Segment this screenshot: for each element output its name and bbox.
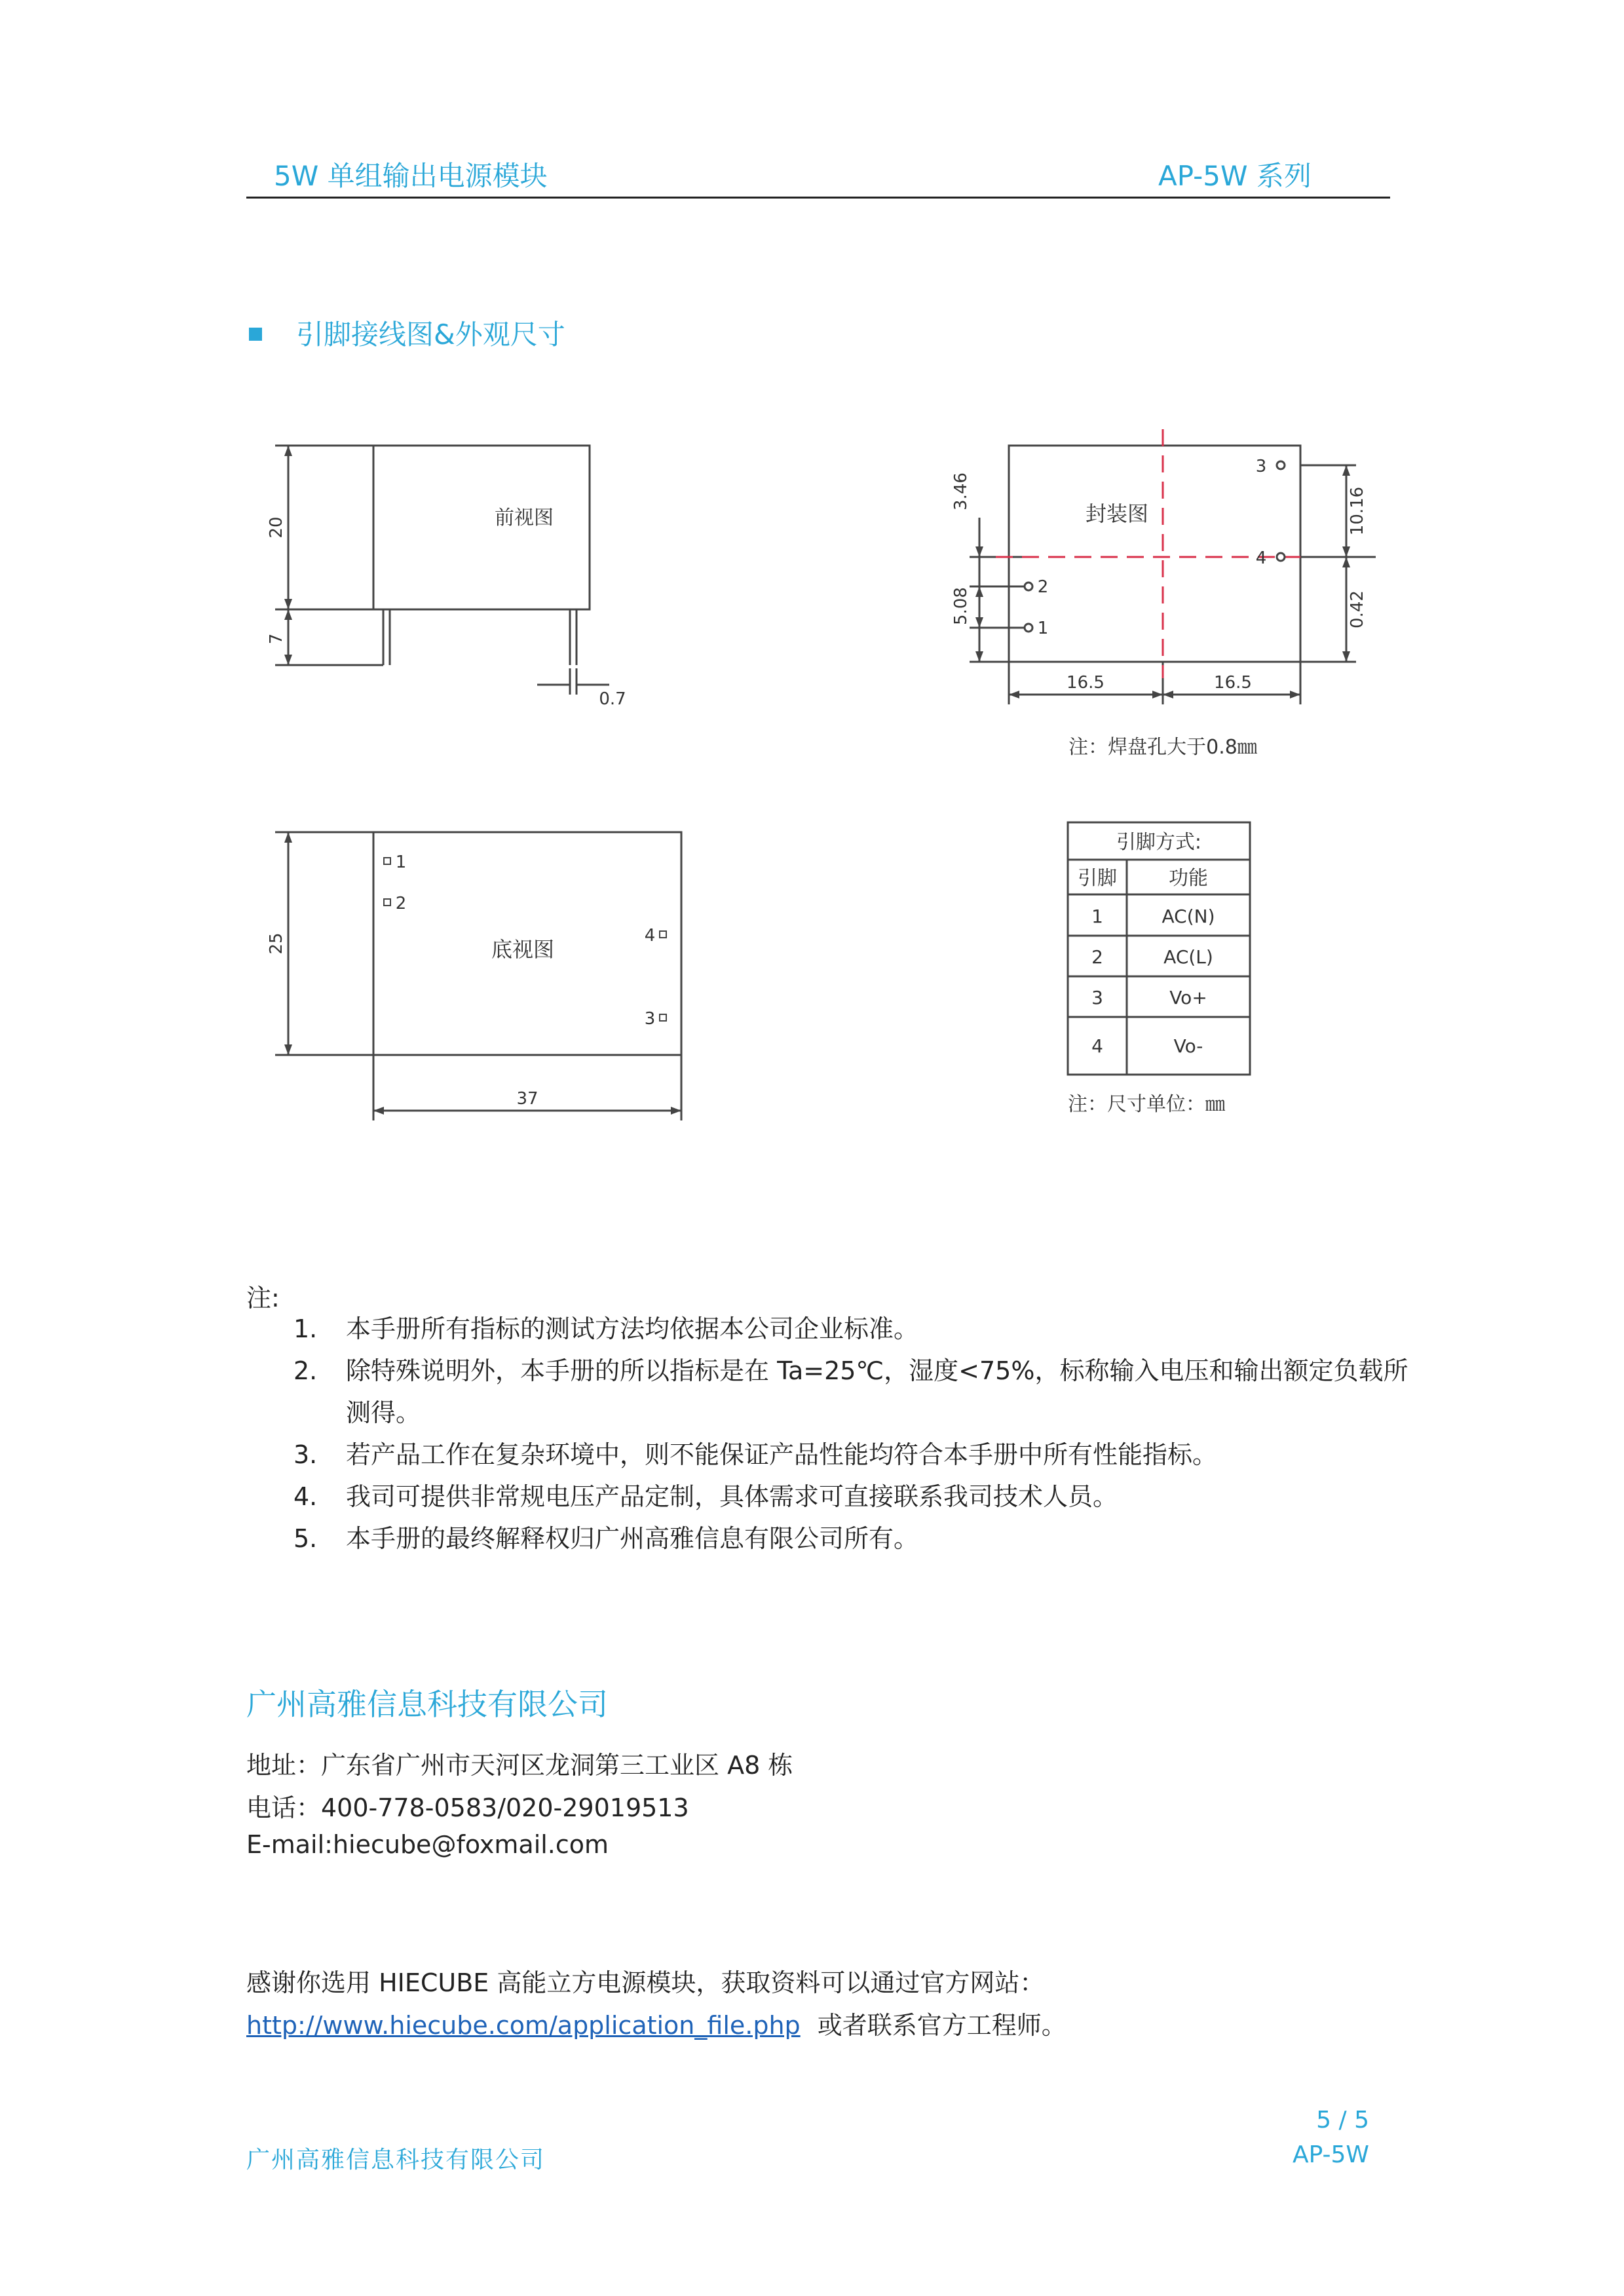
package-centerlines: [996, 429, 1300, 678]
package-pin-label-3: 3: [1255, 457, 1267, 476]
pin-table-cell: 2: [1091, 946, 1103, 968]
front-view-dim-pin-width: 0.7: [599, 689, 626, 709]
note-item-continued: [346, 1392, 421, 1434]
footer-company: 广州高雅信息科技有限公司: [246, 2147, 546, 2173]
package-view-label: 封装图: [1085, 501, 1149, 526]
front-view-body: [373, 446, 590, 609]
package-pin-label-1: 1: [1037, 619, 1049, 638]
package-pin-3: [1277, 461, 1285, 469]
bottom-dim-height: 25: [267, 932, 286, 955]
note-item: [293, 1350, 1408, 1392]
thanks-link-line: [246, 2005, 1067, 2041]
footer-page-number: 5 / 5: [1316, 2107, 1369, 2133]
bottom-pin-label-2: 2: [395, 894, 407, 913]
front-view-dim-height: 20: [267, 516, 286, 539]
package-dim-right-bottom: 0.42: [1348, 590, 1367, 628]
front-view-dim-pin: 7: [267, 633, 286, 645]
note-number: 3.: [293, 1440, 318, 1469]
note-text: 我司可提供非常规电压产品定制，具体需求可直接联系我司技术人员。: [346, 1482, 1118, 1511]
pin-table-note: 注：尺寸单位：㎜: [1068, 1093, 1225, 1116]
thanks-suffix: 或者联系官方工程师。: [817, 2011, 1067, 2040]
note-text: 本手册的最终解释权归广州高雅信息有限公司所有。: [346, 1524, 919, 1553]
note-text: 若产品工作在复杂环境中，则不能保证产品性能均符合本手册中所有性能指标。: [346, 1440, 1218, 1469]
pin-table-cell: AC(N): [1161, 906, 1215, 927]
package-dim-top: 3.46: [951, 472, 971, 510]
bottom-pin-label-1: 1: [395, 852, 407, 872]
pin-table-cell: AC(L): [1163, 946, 1213, 968]
package-pin-label-2: 2: [1037, 577, 1049, 597]
thanks-line: 感谢你选用 HIECUBE 高能立方电源模块，获取资料可以通过官方网站：: [246, 1968, 1045, 1997]
company-name: 广州高雅信息科技有限公司: [246, 1687, 608, 1722]
note-number: 5.: [293, 1524, 318, 1553]
package-pin-1: [1025, 624, 1032, 632]
package-dim-right-top: 10.16: [1348, 486, 1367, 536]
note-number: 2.: [293, 1356, 318, 1385]
note-text: 除特殊说明外，本手册的所以指标是在 Ta=25℃，湿度<75%，标称输入电压和输出额定负载所: [346, 1356, 1408, 1385]
pin-table-title: 引脚方式:: [1116, 831, 1202, 854]
note-text: 本手册所有指标的测试方法均依据本公司企业标准。: [346, 1314, 919, 1343]
package-dim-bottom-left: 16.5: [1067, 673, 1105, 693]
pin-table-cell: Vo+: [1169, 987, 1207, 1008]
header-left-title: 5W 单组输出电源模块: [274, 160, 548, 192]
bottom-pin-label-3: 3: [644, 1009, 656, 1029]
bottom-view-drawing: [249, 813, 721, 1140]
pin-table-cell: Vo-: [1173, 1035, 1203, 1057]
package-pin-4: [1277, 553, 1285, 561]
package-view-drawing: [930, 419, 1402, 786]
note-item: [293, 1476, 1118, 1518]
note-number: 1.: [293, 1314, 318, 1343]
company-phone: 电话：400-778-0583/020-29019513: [246, 1793, 689, 1822]
note-text: 测得。: [346, 1398, 421, 1427]
package-pin-2: [1025, 583, 1032, 590]
pin-table-header-function: 功能: [1169, 867, 1208, 890]
company-email: E-mail:hiecube@foxmail.com: [246, 1830, 609, 1859]
front-view-label: 前视图: [495, 507, 554, 529]
company-address: 地址：广东省广州市天河区龙洞第三工业区 A8 栋: [246, 1751, 793, 1780]
header-right-title: AP-5W 系列: [1158, 160, 1312, 192]
note-item: [293, 1518, 918, 1559]
pin-table-cell: 4: [1091, 1035, 1103, 1057]
package-dim-side-left: 5.08: [951, 587, 971, 625]
notes-heading: 注:: [246, 1284, 280, 1312]
pin-table: [1048, 813, 1310, 1120]
pin-table-header-pin: 引脚: [1078, 867, 1117, 890]
package-dim-bottom-right: 16.5: [1214, 673, 1252, 693]
package-note: 注：焊盘孔大于0.8㎜: [1068, 736, 1257, 759]
footer-model: AP-5W: [1292, 2141, 1369, 2168]
section-bullet-icon: [249, 328, 262, 341]
pin-table-cell: 3: [1091, 987, 1103, 1008]
bottom-dim-width: 37: [516, 1089, 538, 1109]
note-item: [293, 1308, 918, 1350]
bottom-view-label: 底视图: [491, 937, 555, 962]
note-number: 4.: [293, 1482, 318, 1511]
section-title: 引脚接线图&外观尺寸: [296, 318, 565, 351]
front-view-drawing: [249, 419, 721, 721]
package-pin-label-4: 4: [1255, 548, 1267, 568]
note-item: [293, 1434, 1217, 1476]
header-rule: [246, 197, 1390, 199]
website-link[interactable]: http://www.hiecube.com/application_file.php: [246, 2011, 801, 2040]
bottom-pin-label-4: 4: [644, 926, 656, 946]
pin-table-cell: 1: [1091, 906, 1103, 927]
